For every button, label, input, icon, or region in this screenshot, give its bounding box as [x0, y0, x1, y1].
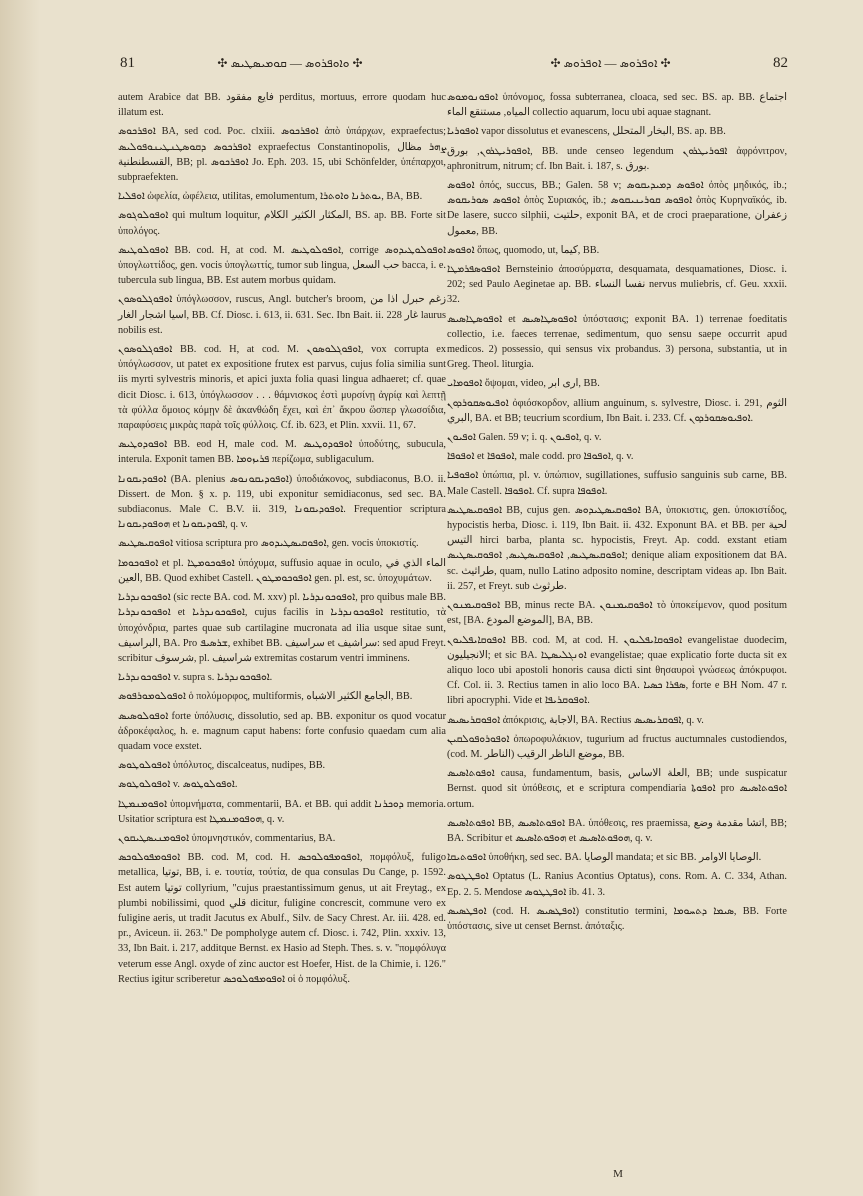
dictionary-entry: ܐܘܦܘܪܝܐ vapor dissolutus et evanescens, البخار المتحلل, BS. ap. BB.: [447, 126, 726, 138]
dictionary-entry: ܐܘܦܘܩܝܣܛܝܣ BB, cujus gen. ܐܘܦܘܩܝܣܛܝܕܘܣ BA, ὑποκιστις, gen. ὑποκιστίδος, hypocistis herba, Diosc. i. 119, Ibn Bait. ii. 432. Exponunt BA. et BB. per لحية التيس hirci barba, planta sc. hypocistis, Freyt. Ap. codd. exstant etiam ܐܘܦܘܩܝܣܛܝܣ, ܐܘܦܘܩܝܣܛܝܣ, ܐܘܦܘܩܝܣܛܝܣ; denique aliam expositionem dat BA. sc. طراثيث, quam, nullo Latino adposito nomine, descriptam videas ap. Ibn Bait. ii. 257, et Freyt. sub طرثوث.: [447, 504, 787, 592]
dictionary-entry: ܐܘܦܘܕܘܛܝܣ BB. eod H, male cod. M. ܐܘܦܘܕܘܛܝܣ ὑποδύτης, subucula, interula. Exponit tamen BB. ܦܪܝܙܘܡܐ περίζωμα, subligaculum.: [118, 439, 446, 466]
dictionary-entry: ܐܘܦܘܠܘܛܘܣ v. ܐܘܦܘܠܘܛܘܣ.: [118, 779, 238, 791]
dictionary-entry: ܐܘܦܘܟܘܡܐ et pl. ܐܘܦܘܟܘܡܛܐ ὑπόχυμα, suffusio aquae in oculo, الماء الذي في العين, BB. Quod exhibet Castell. ܐܘܦܘܟܘܡܛܘܢ gen. pl. est, sc. ὑποχυμάτων.: [118, 557, 446, 584]
dictionary-entry: ܐܘܦܘܟܘܢܕܪܝܐ v. supra s. ܐܘܦܘܟܘܢܕܪܝܐ.: [118, 672, 273, 684]
dictionary-entry: ܐܘܦܘܡܢܡܛܐ ὑπομνήματα, commentarii, BA. et BB. qui addit ܕܘܟܪܢܐ memoria. Usitatior scriptura est ܗܘܦܘܡܢܡܛܐ, q. v.: [118, 798, 446, 825]
dictionary-entry: ܐܘܦܛܣܝܣ (cod. H. ܐܘܦܛܣܝܣ) constitutio termini, ܣܝܡܐ ܕܬܚܘܡܐ, BB. Forte ὑπόστασις, sive ut censet Bernst. ἀπόταξις.: [447, 905, 787, 932]
dictionary-entry: autem Arabice dat BB. فایع مفقود perditus, mortuus, errore quodam huc illatum est.: [118, 92, 446, 119]
right-page-header: [448, 52, 788, 74]
dictionary-entry: ܐܘܦܘܦܐ et ܐܘܦܘܦܐ, male codd. pro ܐܘܦܘܦܐ, q. v.: [447, 451, 634, 463]
dictionary-entry: ܐܘܦܘܡܐܝ ὄψομαι, video, ارى ابر, BB.: [447, 378, 600, 390]
dictionary-entry: ܐܘܦܘܬܐܣܝܣ BB, ܐܘܦܘܬܐܣܝܣ BA. ὑπόθεσις, res praemissa, اتشا مقدمة وضع, BB; BA. Scribitur et ܗܘܦܘܬܐܣܝܣ et ܗܘܦܘܬܐܣܝܣ, q. v.: [447, 817, 787, 844]
right-column: [447, 90, 787, 938]
dictionary-entry: ܐܘܦܘܠܘܛܘܣ ὑπόλυτος, discalceatus, nudipes, BB.: [118, 760, 326, 772]
dictionary-entry: ܐܘܦܘܕܝܩܘܢܐ (BA. plenius ܐܘܦܘܕܝܩܘܢܘܣ) ὑποδιάκονος, subdiaconus, B.O. ii. Dissert. de Mon. § x. p. 119, ubi exponitur semidiaconus, sed sec. BA. subdiaconus. Male C. B.V. ii. 319, ܐܘܦܘܕܝܩܘܢܐ. Frequentior scriptura ܗܘܦܘܕܝܩܘܢܐ et ܐܦܘܕܝܩܘܢܐ, q. v.: [118, 473, 447, 531]
right-page-number: 82: [773, 54, 788, 71]
right-running-title: ✣ ܐܘܦܪܘܣ — ܐܘܦܪܘܣ ✣: [550, 55, 671, 70]
dictionary-entry: ܐܘܦܘܪܘܦܘܠܩܝܢ ὀπωροφυλάκιον, tugurium ad fructus auctumnales custodiendos, (cod. M. الناطر) موضع الناظر الرقيب, BB.: [447, 733, 787, 760]
left-column: [118, 90, 446, 991]
dictionary-entry: ܐܘܦܘܠܘܡܘܪܦܘܣ ὁ πολύμορφος, multiformis, الجامع الكثير الاشباه, BB.: [118, 691, 413, 703]
dictionary-entry: ܐܘܦܘܩܪܝܣܝܣ ἀπόκρισις, الاجابة, BA. Rectius ܐܦܘܩܪܝܣܝܣ, q. v.: [447, 714, 704, 726]
dictionary-entry: ܐܘܦܝܘܣܩܘܪܕܘܢ ὀφιόσκορδον, allium anguinum, s. sylvestre, Diosc. i. 291, الثوم البري, BA. et BB; teucrium scordium, Ibn Bait. i. 233. Cf. ܐܘܦܝܘܣܩܘܪܕܘܢ.: [447, 397, 787, 424]
dictionary-entry: ܐܘܦܘܪܝܛܪܘܢ, بورق, BB. unde censeo legendum ܐܦܘܪܝܛܪܘܢ ἀφρόνιτρον, aphronitrum, nitrum; cf. Ibn Bait. i. 187, s. بورق.: [447, 145, 788, 172]
dictionary-entry: ܐܘܦܘܠܘܣܝܣ forte ὑπόλυσις, dissolutio, sed ap. BB. exponitur os quod vocatur ἀδροκέφαλος, h. e. magnum caput habens: forte confusio quaedam cum alia quadam voce exstet.: [118, 710, 446, 752]
dictionary-entry: ܐܘܦܘܣ ὀπός, succus, BB.; Galen. 58 v; ܐܘܦܘܣ ܕܡܝܕܝܩܘܣ ὀπὸς μηδικός, ib.; ܐܘܦܘܣ ܣܘܪܝܩܘܣ ὀπὸς Συριακός, ib.; ܐܘܦܘܣ ܩܘܪܝܢܝܩܘܣ ὀπὸς Κυρηναϊκός, ib. De lasere, succo silphii, حلتيت, exponit BA, et de croci praeparatione, زعفران معمول, BB.: [447, 180, 787, 237]
dictionary-entry: ܐܘܦܘܣ ὅπως, quomodo, ut, كيما, BB.: [447, 244, 600, 256]
dictionary-entry: ܐܘܦܝܘܢ Galen. 59 v; i. q. ܐܘܦܝܘܢ, q. v.: [447, 432, 602, 444]
dictionary-entry: ܐܘܦܘܣܛܐܣܝܣ et ܐܘܦܘܣܛܐܣܝܣ ὑπόστασις; exponit BA. 1) terrenae foeditatis collectio, i.e. faeces terrenae, sedimentum, quo sensu saepe occurrit apud medicos. 2) possessio, qui sensus vix probandus. 3) persona, substantia, ut in Greg. Theol. liturgia.: [447, 313, 787, 371]
left-page-number: 81: [120, 54, 135, 71]
dictionary-entry: ܐܘܦܘܢܘܡܘܣ ὑπόνομος, fossa subterranea, cloaca, sed sec. BS. ap. BB. اجتماع المياه, مستنقع الماء collectio aquarum, locu ubi aquae stagnant.: [447, 92, 787, 119]
dictionary-entry: ܐܘܦܛܛܘܣ Optatus (L. Ranius Acontius Optatus), cons. Rom. A. C. 334, Athan. Ep. 2. 5. Mendose ܐܘܦܛܛܘܣ ib. 41. 3.: [447, 871, 787, 898]
dictionary-entry: ܐܘܦܘܬܝܩܐ ὑποθήκη, sed sec. BA. الوصايا mandata; et sic BB. الوصايا الاوامر.: [447, 852, 762, 864]
signature-mark: M: [613, 1168, 623, 1180]
dictionary-entry: ܐܘܦܘܓܠܘܣܘܢ ὑπόγλωσσον, ruscus, Angl. butcher's broom, زغم حبرل اذا من اسيا اشجار الغار, BB. Cf. Diosc. i. 613, ii. 631. Sec. Ibn Bait. ii. 228 غار laurus nobilis est.: [118, 294, 446, 336]
dictionary-entry: ܐܘܦܘܡܦܘܠܘܟܣ BB. cod. M, cod. H. ܐܘܦܘܡܦܘܠܘܟܣ, πομφόλυξ, fuligo metallica, توتيا, BB, i. e. τουτία, τούτία, de qua consulas Du Cange, p. 1592. Est autem توتيا collyrium, "cujus praestantissimum genus, ut ait Freytag., ex plumbi nobilissimi, quod قلي dicitur, fuligine concrescit, commune vero ex fuligine aeris, ut tradit Jacutus ex Abulf., Silv. de Sacy Chrest. Ar. iii. 428. ed. pr., Aviceun. ii. 263." De pompholyge autem cf. Diosc. i. 742, Plin. xxxiv. 13, 33, Ibn Bait. i. 217, additque Bernst. ex Hasio ad Steph. Thes. s. v. "πομφόλυγα veterum esse Angl. oxyde of zinc auctor est Hoefer, Hist. de la Chimie, i. 126." Rectius igitur scriberetur ܐܘܦܘܡܦܘܠܘܟܣ οἱ ὁ πομφόλυξ.: [118, 852, 447, 985]
dictionary-entry: ܐܘܦܘܓܠܘܣܘܢ BB. cod. H, at cod. M. ܐܘܦܘܓܠܘܣܘܢ, vox corrupta ex ὑπόγλωσσον, ut patet ex expositione frutex est parvus, cujus folia similia sunt iis myrti sylvestris minoris, et apici juxta folia quasi lingua adhaeret; cf. quae dicit Diosc. i. 613, ὑπόγλωσσον . . . θάμνισκος ἐστὶ μυρσίνῃ ἀγρίᾳ καὶ λεπτῇ τὰ φύλλα ὅμοιος κόμῃν δὲ ἀκανθώδη ἔχει, καὶ ἐπ᾽ ἄκρου ὥσπερ γλωσσίδια, παραφύσεις μικρὰς παρὰ τοῖς φύλλοις. Cf. ib. 623, et Plin. xxvii. 11, 67.: [118, 344, 446, 432]
dictionary-entry: ܐܘܦܘܠܘܛܝܣ BB. cod. H, at cod. M. ܐܘܦܘܠܘܛܝܣ, corrige ܐܘܦܘܠܘܛܝܕܘܣ ὑπογλωττίδος, gen. vocis ὑπογλωττίς, tumor sub lingua, حب السعل bacca, i. e. tubercula sub lingua, BB. Est autem morbus quidam.: [118, 244, 447, 287]
left-running-title: ✣ ܘܐܘܦܪܘܣ — ܩܘܡܝܣܛܝܣ ✣: [217, 55, 363, 70]
dictionary-entry: ܐܘܦܘܩܝܣܛܝܣ vitiosa scriptura pro ܐܘܦܘܩܝܣܛܝܕܘܣ, gen. vocis ὑποκιστίς.: [118, 538, 419, 550]
left-page-header: [120, 52, 445, 74]
dictionary-entry: ܐܘܦܠܝܐ ὠφελία, ὠφέλεια, utilitas, emolumentum, ܝܘܬܪܢܐ ܘܐܘܬܪܐ, BA, BB.: [118, 191, 423, 203]
dictionary-entry: ܐܘܦܘܩܐܝܦܠܝܘܢ BB. cod. M, at cod. H. ܐܘܦܘܩܐܝܦܠܝܘܢ evangelistae duodecim, الانجيليون; et sic BA. ܐܘܢܓܠܝܣܛܐ evangelistae; quae explicatio forte ducta sit ex aliquo loco ubi apostoli honoris causa dicti sint θησαυροὶ γνώσεως ἀπόκρυφοι. Cf. Col. ii. 3. Rectius tamen in alio loco BA. ܣܦܪܐ ܟܣܝܐ, forte e BH Nom. 47 r. libri apocryphi. Vide et ܐܘܦܘܩܪܝܦܐ.: [447, 634, 788, 707]
dictionary-entry: ܐܘܦܪܟܘܣ BA, sed cod. Poc. clxiii. ܐܘܦܪܟܘܣ ἀπὸ ὑπάρχων, expraefectus; ܐܘܦܪܟܘܣ ܕܩܘܣܛܢܛܝܢܘܦܘܠܝܣ expraefectus Constantinopolis, ܨܗܪ مظال القسطنطنية, BB; pl. ܐܘܦܪܟܘܣ Jo. Eph. 203. 15, ubi Schönfelder, ὑπέπαρχοι, subpraefekten.: [118, 126, 447, 184]
dictionary-entry: ܐܘܦܘܦܝܐ ὑπώπια, pl. v. ὑπώπιον, sugillationes, suffusio sanguinis sub carne, BB. Male Castell. ܐܘܦܘܦܐ. Cf. supra ܐܘܦܘܦܐ.: [447, 470, 787, 497]
dictionary-entry: ܐܘܦܘܡܢܝܣܛܝܩܘܢ ὑπομνηστικόν, commentarius, BA.: [118, 832, 336, 844]
page-binding-shadow: [0, 0, 40, 1196]
dictionary-entry: ܐܘܦܘܣܦܪܡܛܐ Bernsteinio ἀποσύρματα, desquamata, desquamationes, Diosc. i. 202; sed Paulo Aeginetae ap. BB. نفسا النساء nervus muliebris, cf. Geu. xxxii. 32.: [447, 264, 788, 306]
dictionary-entry: ܐܘܦܘܬܐܣܝܣ causa, fundamentum, basis, العلة الاساس, BB; unde suspicatur Bernst. quod sit ὑπόθεσις, et e scriptura compendiaria ܐܘܦܘܬܐ pro ܐܘܦܘܬܐܣܝܣ ortum.: [447, 768, 788, 810]
dictionary-entry: ܐܘܦܘܟܘܢܕܪܝܐ (sic recte BA. cod. M. xxv) pl. ܐܘܦܘܟܘܢܕܪܝܐ, pro quibus male BB. ܐܘܦܘܟܘܢܕܪܝܐ et ܐܘܦܘܟܘܢܕܪܝܐ, cujus facilis in ܐܘܦܘܟܘܢܕܪܝܐ restitutio, τὰ ὑποχόνδρια, partes quae sub cartilagine mucronata ad ilia usque sitae sunt, البراسيف, BA. Pro ܫܪܣܝܦ, exhibet BB. سراسيف et سراشيف: sed apud Freyt. scribitur شرسوف, pl. شراسيف extremitas costarum ventri imminens.: [118, 592, 447, 664]
dictionary-entry: ܐܘܦܘܩܝܡܢܘܢ BB, minus recte BA. ܐܘܦܘܩܝܡܢܘܢ τὸ ὑποκείμενον, quod positum est, [BA. الموضع المودع], BA, BB.: [447, 600, 788, 627]
dictionary-entry: ܐܘܦܘܠܘܓܘܣ qui multum loquitur, المكثار الكثير الكلام, BS. ap. BB. Forte sit ὑπολόγος.: [118, 210, 447, 237]
